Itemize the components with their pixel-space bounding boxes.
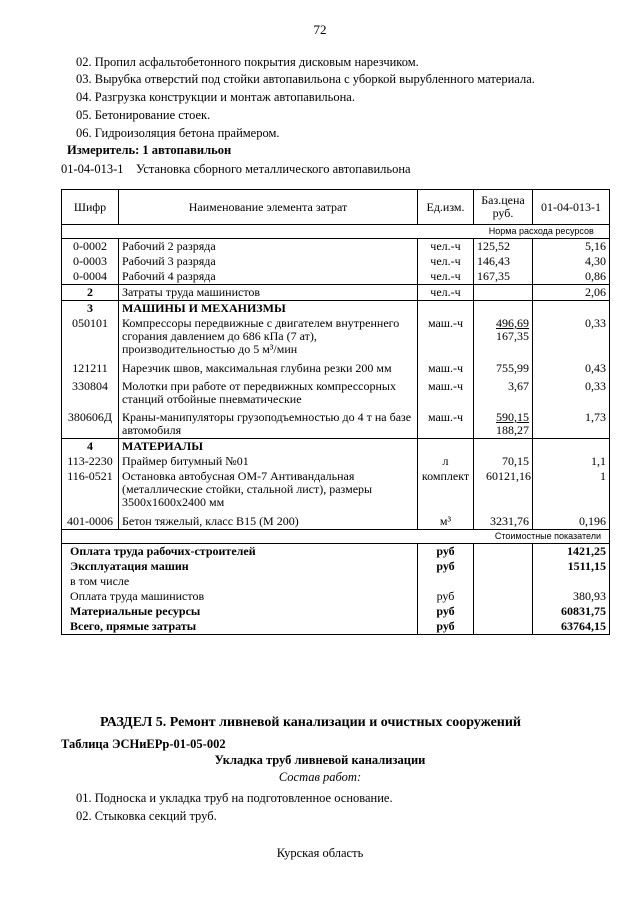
row-price-machinist: 188,27: [496, 423, 529, 437]
row-code: 330804: [62, 379, 119, 410]
row-price: 755,99: [474, 361, 533, 379]
works-title: Состав работ:: [278, 770, 362, 784]
row-norm: 1,73: [533, 410, 610, 439]
norm-title: Установка сборного металлического автопавильона: [136, 162, 411, 176]
norm-caption: Норма расхода ресурсов: [474, 225, 610, 239]
cost-caption: Стоимостные показатели: [62, 530, 610, 544]
row-price: 167,35: [474, 269, 533, 285]
row-name: Краны-манипуляторы грузоподъемностью до 4 т на базе автомобиля: [119, 410, 418, 439]
cost-value: 380,93: [533, 589, 610, 604]
row-code: 121211: [62, 361, 119, 379]
row-code: 380606Д: [62, 410, 119, 439]
row-norm: 0,86: [533, 269, 610, 285]
work-step: 01. Подноска и укладка труб на подготовленное основание.: [76, 791, 393, 805]
row-name: Праймер битумный №01: [119, 454, 418, 469]
row-unit: маш.-ч: [418, 410, 474, 439]
row-price: 3231,76: [474, 514, 533, 530]
row-norm: 0,33: [533, 316, 610, 361]
table-row: [62, 410, 610, 439]
cost-value: [533, 574, 610, 589]
section-title-machines: МАШИНЫ И МЕХАНИЗМЫ: [119, 301, 418, 317]
row-name: Компрессоры передвижные с двигателем внутреннего сгорания давлением до 686 кПа (7 ат), производительностью до 5 м³/мин: [119, 316, 418, 361]
row-name: Остановка автобусная ОМ-7 Антивандальная (металлические стойки, стальной лист), размеры 3500х1600х2400 мм: [119, 469, 418, 514]
cost-unit: руб: [418, 619, 474, 635]
table-row: [62, 379, 610, 410]
cost-value: 1511,15: [533, 559, 610, 574]
cost-value: 1421,25: [533, 544, 610, 560]
row-code: 113-2230: [62, 454, 119, 469]
cost-row: [62, 574, 610, 589]
row-norm: 2,06: [533, 285, 610, 301]
row-norm: 1: [533, 469, 610, 514]
row-code: 116-0521: [62, 469, 119, 514]
section-code: 4: [62, 439, 119, 455]
row-name: Затраты труда машинистов: [119, 285, 418, 301]
row-price-machinist: 167,35: [496, 329, 529, 343]
cost-row: [62, 604, 610, 619]
table-row: [62, 361, 610, 379]
row-norm: 0,33: [533, 379, 610, 410]
col-header-code: Шифр: [62, 190, 119, 225]
row-code: 0-0003: [62, 254, 119, 269]
row-name: Рабочий 2 разряда: [119, 239, 418, 255]
table-row: [62, 285, 610, 301]
row-name: Нарезчик швов, максимальная глубина резки 200 мм: [119, 361, 418, 379]
cost-label: Материальные ресурсы: [62, 604, 418, 619]
resource-table: [61, 189, 610, 635]
row-price: 60121,16: [474, 469, 533, 514]
cost-label: Всего, прямые затраты: [62, 619, 418, 635]
row-name: Бетон тяжелый, класс В15 (М 200): [119, 514, 418, 530]
cost-row: [62, 619, 610, 635]
row-norm: 0,43: [533, 361, 610, 379]
table-row: [62, 254, 610, 269]
cost-row: [62, 589, 610, 604]
row-name: Рабочий 3 разряда: [119, 254, 418, 269]
row-code: 050101: [62, 316, 119, 361]
row-unit: чел.-ч: [418, 269, 474, 285]
cost-label: Оплата труда рабочих-строителей: [62, 544, 418, 560]
row-unit: чел.-ч: [418, 239, 474, 255]
work-item: 04. Разгрузка конструкции и монтаж автопавильона.: [76, 90, 355, 104]
work-step: 02. Стыковка секций труб.: [76, 809, 217, 823]
table-row: [62, 454, 610, 469]
row-code: 401-0006: [62, 514, 119, 530]
cost-unit: руб: [418, 544, 474, 560]
row-unit: маш.-ч: [418, 361, 474, 379]
row-code: 0-0004: [62, 269, 119, 285]
cost-value: 60831,75: [533, 604, 610, 619]
row-price: [474, 285, 533, 301]
row-unit: м³: [418, 514, 474, 530]
col-header-unit: Ед.изм.: [418, 190, 474, 225]
work-item: 05. Бетонирование стоек.: [76, 108, 211, 122]
row-price: 496,69: [496, 316, 529, 330]
row-norm: 4,30: [533, 254, 610, 269]
cost-value: 63764,15: [533, 619, 610, 635]
table-code: Таблица ЭСНиЕРр-01-05-002: [61, 737, 226, 751]
row-price: 3,67: [474, 379, 533, 410]
sub-title: Укладка труб ливневой канализации: [214, 753, 426, 767]
row-price: 590,15: [496, 410, 529, 424]
norm-heading: [61, 162, 411, 177]
row-unit: чел.-ч: [418, 285, 474, 301]
cost-unit: руб: [418, 589, 474, 604]
row-norm: 1,1: [533, 454, 610, 469]
row-unit: чел.-ч: [418, 254, 474, 269]
cost-label: Оплата труда машинистов: [62, 589, 418, 604]
table-row: [62, 469, 610, 514]
row-norm: 0,196: [533, 514, 610, 530]
cost-label: Эксплуатация машин: [62, 559, 418, 574]
cost-unit: руб: [418, 604, 474, 619]
table-row: [62, 239, 610, 255]
row-name: Рабочий 4 разряда: [119, 269, 418, 285]
section-title: РАЗДЕЛ 5. Ремонт ливневой канализации и очистных сооружений: [100, 715, 521, 730]
table-row: [62, 514, 610, 530]
col-header-name: Наименование элемента затрат: [119, 190, 418, 225]
row-code: 0-0002: [62, 239, 119, 255]
row-price: 125,52: [474, 239, 533, 255]
row-name: Молотки при работе от передвижных компрессорных станций отбойные пневматические: [119, 379, 418, 410]
table-row: [62, 269, 610, 285]
cost-unit: руб: [418, 559, 474, 574]
row-unit: комплект: [418, 469, 474, 514]
norm-code: 01-04-013-1: [61, 162, 124, 176]
row-unit: маш.-ч: [418, 379, 474, 410]
row-price: 70,15: [474, 454, 533, 469]
row-code: 2: [62, 285, 119, 301]
section-row: [62, 439, 610, 455]
region-footer: Курская область: [276, 846, 364, 860]
row-unit: маш.-ч: [418, 316, 474, 361]
section-code: 3: [62, 301, 119, 317]
work-item: 02. Пропил асфальтобетонного покрытия дисковым нарезчиком.: [76, 55, 419, 69]
col-header-norm: 01-04-013-1: [533, 190, 610, 225]
work-item: 06. Гидроизоляция бетона праймером.: [76, 126, 280, 140]
row-price: 146,43: [474, 254, 533, 269]
cost-row: [62, 544, 610, 560]
row-unit: л: [418, 454, 474, 469]
cost-label: в том числе: [62, 574, 418, 589]
cost-row: [62, 559, 610, 574]
cost-unit: [418, 574, 474, 589]
page-number: 72: [313, 22, 327, 37]
col-header-price: Баз.цена руб.: [474, 190, 533, 225]
row-norm: 5,16: [533, 239, 610, 255]
section-title-materials: МАТЕРИАЛЫ: [119, 439, 418, 455]
measure-label: Измеритель: 1 автопавильон: [67, 143, 232, 157]
work-item: 03. Вырубка отверстий под стойки автопавильона с уборкой вырубленного материала.: [76, 72, 535, 86]
section-row: [62, 301, 610, 317]
table-row: [62, 316, 610, 361]
